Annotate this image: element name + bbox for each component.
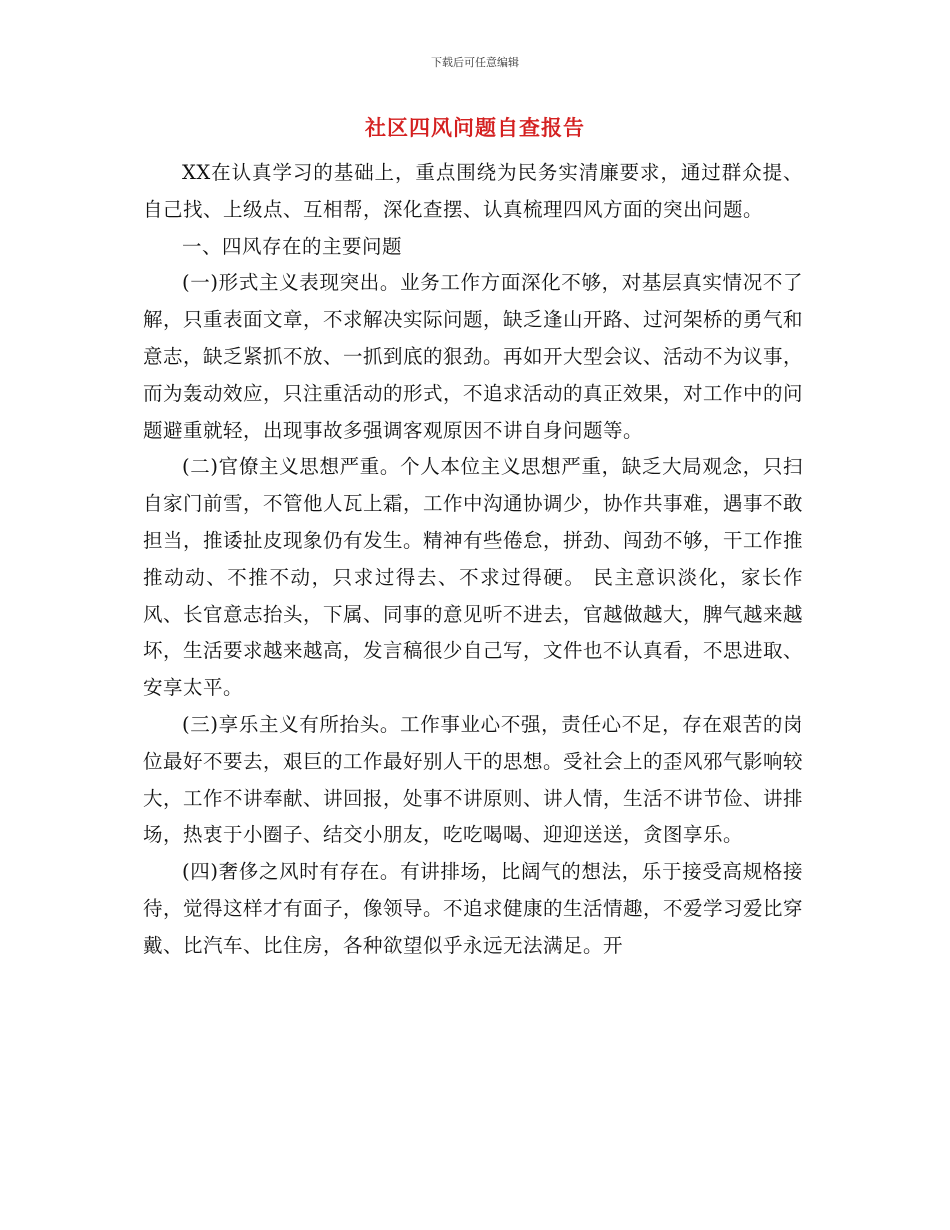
paragraph-formalism: (一)形式主义表现突出。业务工作方面深化不够，对基层真实情况不了解，只重表面文章，不求解决实际问题，缺乏逢山开路、过河架桥的勇气和意志，缺乏紧抓不放、一抓到底的狠劲。再如开大型会议、活动不为议事，而为轰动效应，只注重活动的形式，不追求活动的真正效果，对工作中的问题避重就轻，出现事故多强调客观原因不讲自身问题等。 — [143, 271, 804, 442]
document-body — [143, 155, 803, 965]
intro-paragraph: XX在认真学习的基础上，重点围绕为民务实清廉要求，通过群众提、自己找、上级点、互相帮，深化查摆、认真梳理四风方面的突出问题。 — [143, 161, 803, 221]
paragraph-hedonism: (三)享乐主义有所抬头。工作事业心不强，责任心不足，存在艰苦的岗位最好不要去，艰巨的工作最好别人干的思想。受社会上的歪风邪气影响较大，工作不讲奉献、讲回报，处事不讲原则、讲人情，生活不讲节俭、讲排场，热衷于小圈子、结交小朋友，吃吃喝喝、迎迎送送，贪图享乐。 — [143, 712, 804, 847]
document-title: 社区四风问题自查报告 — [365, 115, 585, 140]
paragraph-extravagance: (四)奢侈之风时有存在。有讲排场，比阔气的想法，乐于接受高规格接待，觉得这样才有面子，像领导。不追求健康的生活情趣，不爱学习爱比穿戴、比汽车、比住房，各种欲望似乎永远无法满足。开 — [143, 860, 804, 957]
page-header-note: 下载后可任意编辑 — [431, 56, 519, 69]
paragraph-bureaucratism: (二)官僚主义思想严重。个人本位主义思想严重，缺乏大局观念，只扫自家门前雪，不管他人瓦上霜，工作中沟通协调少，协作共事难，遇事不敢担当，推诿扯皮现象仍有发生。精神有些倦怠，拼劲、闯劲不够，干工作推推动动、不推不动，只求过得去、不求过得硬。 民主意识淡化，家长作风、长官意志抬头，下属、同事的意见听不进去，官越做越大，脾气越来越坏，生活要求越来越高，发言稿很少自己写，文件也不认真看，不思进取、安享太平。 — [143, 455, 804, 700]
section-heading: 一、四风存在的主要问题 — [182, 234, 403, 258]
